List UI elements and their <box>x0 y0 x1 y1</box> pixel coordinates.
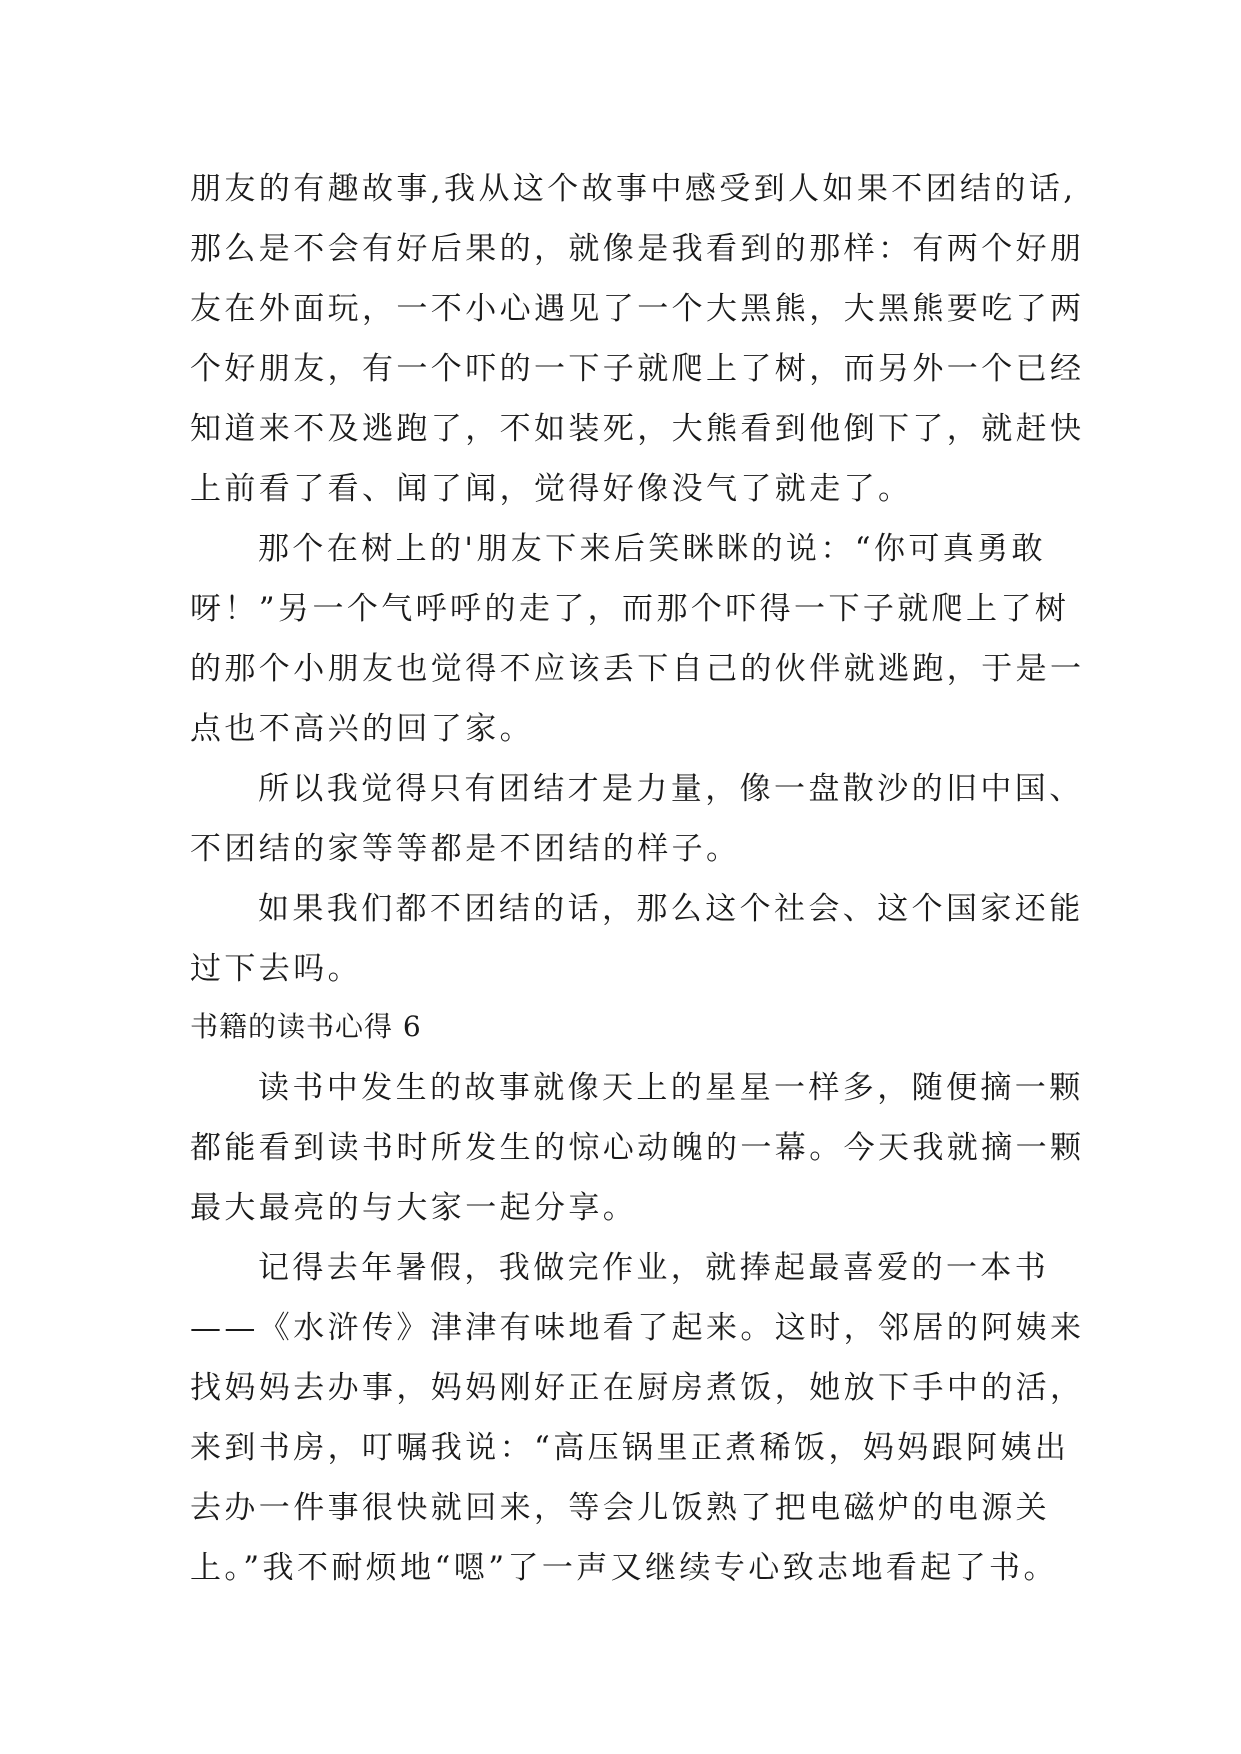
text-line: 不团结的家等等都是不团结的样子。 <box>190 831 741 867</box>
text-line: 过下去吗。 <box>190 951 362 987</box>
paragraph-first-line: 读书中发生的故事就像天上的星星一样多，随便摘一颗 <box>258 1070 1084 1106</box>
text-line: 朋友的有趣故事,我从这个故事中感受到人如果不团结的话, <box>190 171 1077 207</box>
text-line: 的那个小朋友也觉得不应该丢下自己的伙伴就逃跑，于是一 <box>190 651 1085 687</box>
paragraph-first-line: 那个在树上的'朋友下来后笑眯眯的说：“你可真勇敢 <box>258 531 1046 567</box>
text-line: 呀！”另一个气呼呼的走了，而那个吓得一下子就爬上了树 <box>190 591 1070 627</box>
text-line: 个好朋友，有一个吓的一下子就爬上了树，而另外一个已经 <box>190 351 1085 387</box>
text-line: 那么是不会有好后果的，就像是我看到的那样：有两个好朋 <box>190 231 1085 267</box>
text-line: 找妈妈去办事，妈妈刚好正在厨房煮饭，她放下手中的活， <box>190 1370 1085 1406</box>
paragraph-first-line: 记得去年暑假，我做完作业，就捧起最喜爱的一本书 <box>258 1250 1050 1286</box>
text-line: 来到书房，叮嘱我说：“高压锅里正煮稀饭，妈妈跟阿姨出 <box>190 1430 1070 1466</box>
text-line: 上。”我不耐烦地“嗯”了一声又继续专心致志地看起了书。 <box>190 1550 1058 1586</box>
section-heading: 书籍的读书心得 6 <box>190 1010 422 1043</box>
paragraph-first-line: 所以我觉得只有团结才是力量，像一盘散沙的旧中国、 <box>258 771 1084 807</box>
text-line: 都能看到读书时所发生的惊心动魄的一幕。今天我就摘一颗 <box>190 1130 1085 1166</box>
text-line: 最大最亮的与大家一起分享。 <box>190 1190 638 1226</box>
text-line: 友在外面玩，一不小心遇见了一个大黑熊，大黑熊要吃了两 <box>190 291 1085 327</box>
text-line: 点也不高兴的回了家。 <box>190 711 534 747</box>
text-line: 去办一件事很快就回来，等会儿饭熟了把电磁炉的电源关 <box>190 1490 1050 1526</box>
text-line: 上前看了看、闻了闻，觉得好像没气了就走了。 <box>190 471 913 507</box>
paragraph-first-line: 如果我们都不团结的话，那么这个社会、这个国家还能 <box>258 891 1084 927</box>
text-line: ——《水浒传》津津有味地看了起来。这时，邻居的阿姨来 <box>190 1310 1085 1346</box>
text-line: 知道来不及逃跑了，不如装死，大熊看到他倒下了，就赶快 <box>190 411 1085 447</box>
